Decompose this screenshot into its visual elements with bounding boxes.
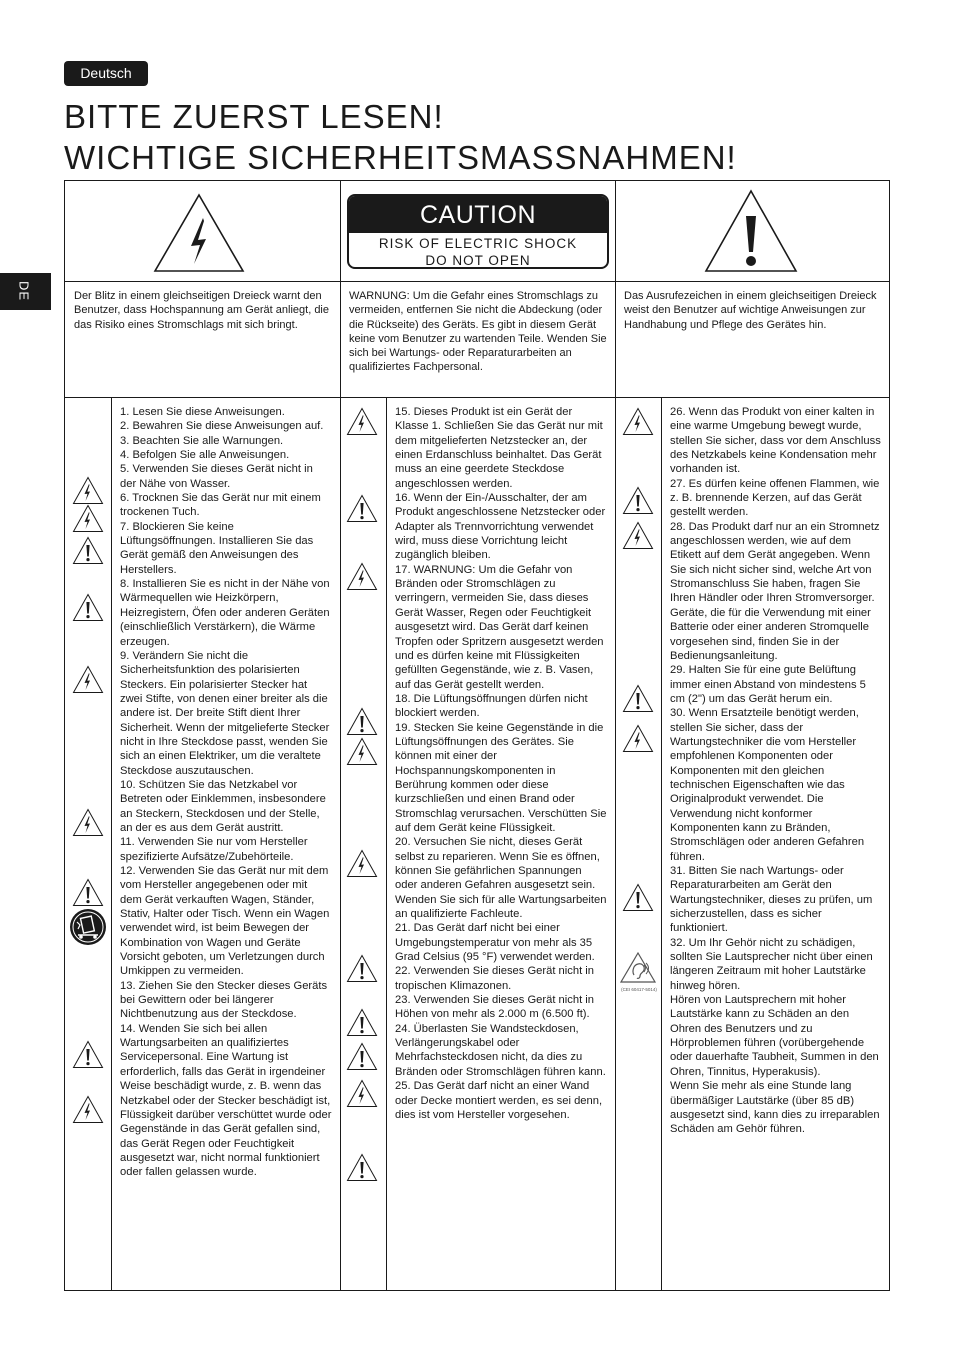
exclamation-warning-icon xyxy=(622,684,654,713)
instruction-item: 21. Das Gerät darf nicht bei einer Umgebungstemperatur von mehr als 35 Grad Celsius (95 °F) verwendet werden. xyxy=(395,922,595,964)
divider xyxy=(386,397,387,1290)
divider xyxy=(615,181,616,397)
divider xyxy=(65,397,889,398)
lightning-warning-icon xyxy=(346,737,378,766)
lightning-warning-icon xyxy=(346,849,378,878)
language-badge: Deutsch xyxy=(64,61,148,86)
instruction-item: 2. Bewahren Sie diese Anweisungen auf. xyxy=(120,420,324,433)
exclamation-caption: Das Ausrufezeichen in einem gleichseitigen Dreieck weist den Benutzer auf wichtige Anweisungen zur Handhabung und Pflege des Gerätes hin. xyxy=(624,290,877,331)
instructions-column-2 xyxy=(395,405,607,1122)
lightning-warning-icon xyxy=(346,562,378,591)
exclamation-warning-icon xyxy=(72,593,104,622)
instructions-column-1 xyxy=(120,405,332,1180)
divider xyxy=(615,397,616,1290)
hearing-damage-icon xyxy=(619,951,657,991)
instruction-item: 15. Dieses Produkt ist ein Gerät der Klasse 1. Schließen Sie das Gerät nur mit dem mitgelieferten Netzstecker an, der einen Erdanschluss beinhaltet. Das Gerät muss an eine geerdete Steckdose angeschlossen werden. xyxy=(395,406,603,490)
instruction-item: 5. Verwenden Sie dieses Gerät nicht in der Nähe von Wasser. xyxy=(120,463,313,490)
exclamation-warning-icon xyxy=(72,878,104,907)
safety-table xyxy=(64,180,890,1291)
instruction-item: 4. Befolgen Sie alle Anweisungen. xyxy=(120,449,290,462)
caution-label xyxy=(347,194,609,269)
lightning-caption: Der Blitz in einem gleichseitigen Dreieck warnt den Benutzer, dass Hochspannung am Gerät anliegt, die das Risiko eines Stromschlags mit sich bringt. xyxy=(74,290,329,331)
exclamation-warning-icon xyxy=(346,707,378,736)
lightning-warning-icon xyxy=(153,193,245,273)
exclamation-warning-icon xyxy=(704,189,798,273)
warning-caption: WARNUNG: Um die Gefahr eines Stromschlags zu vermeiden, entfernen Sie nicht die Abdeckung (oder die Rückseite) des Geräts. Es gibt in diesem Gerät keine vom Benutzer zu wartenden Teile. Wenden Sie sich bei Wartungs- oder Reparaturarbeiten an qualifiziertes Fachpersonal. xyxy=(349,290,607,374)
lightning-warning-icon xyxy=(72,476,104,505)
instruction-item: 25. Das Gerät darf nicht an einer Wand oder Decke montiert werden, es sei denn, dies ist vom Hersteller vorgesehen. xyxy=(395,1080,603,1121)
language-side-tab xyxy=(0,273,51,310)
instruction-item: 17. WARNUNG: Um die Gefahr von Bränden oder Stromschlägen zu verringern, vermeiden Sie, dass dieses Gerät Wasser, Regen oder Feuchtigkeit ausgesetzt wird. Das Gerät darf keinen Tropfen oder Spritzern ausgesetzt werden und es dürfen keine mit Flüssigkeiten gefüllten Gegenstände, wie z. B. Vasen, auf das Gerät gestellt werden. xyxy=(395,563,604,691)
lightning-warning-icon xyxy=(72,665,104,694)
instruction-item: Hören von Lautsprechern mit hoher Lautstärke kann zu Schäden an den Ohren des Benutzers und zu Hörproblemen führen (vorübergehende oder dauerhafte Taubheit, Summen in den Ohren, Tinnitus, Hyperakusis). xyxy=(670,994,879,1078)
caution-title: CAUTION xyxy=(349,196,607,233)
divider xyxy=(111,397,112,1290)
instruction-item: 30. Wenn Ersatzteile benötigt werden, stellen Sie sicher, dass der Wartungstechniker die vom Hersteller empfohlenen Komponenten oder Komponenten mit den gleichen technischen Eigenschaften wie das Originalprodukt verwendet. Die Verwendung nicht konformer Komponenten kann zu Bränden, Stromschlägen oder anderen Gefahren führen. xyxy=(670,707,865,863)
side-tab-label: DE xyxy=(16,280,32,302)
divider xyxy=(340,397,341,1290)
exclamation-warning-icon xyxy=(622,883,654,912)
title-line-2: WICHTIGE SICHERHEITSMASSNAHMEN! xyxy=(64,139,737,176)
exclamation-warning-icon xyxy=(72,1040,104,1069)
instruction-item: 22. Verwenden Sie dieses Gerät nicht in tropischen Klimazonen. xyxy=(395,965,595,992)
divider xyxy=(661,397,662,1290)
instruction-item: 19. Stecken Sie keine Gegenstände in die Lüftungsöffnungen des Gerätes. Sie können mit einer der Hochspannungskomponenten in Berührung kommen oder diese kurzschließen und einen Brand oder Stromschlag verursachen. Verschütten Sie auf dem Gerät keine Flüssigkeit. xyxy=(395,721,607,834)
instruction-item: 7. Blockieren Sie keine Lüftungsöffnungen. Installieren Sie das Gerät gemäß den Anweisungen des Herstellers. xyxy=(120,520,314,576)
instruction-item: 16. Wenn der Ein-/Ausschalter, der am Produkt angeschlossene Netzstecker oder Adapter als Trennvorrichtung verwendet wird, muss diese Vorrichtung leicht zugänglich bleiben. xyxy=(395,492,606,562)
divider xyxy=(65,281,889,282)
cart-tip-over-icon xyxy=(69,908,107,946)
exclamation-warning-icon xyxy=(346,954,378,983)
divider xyxy=(340,181,341,397)
instruction-item: 9. Verändern Sie nicht die Sicherheitsfunktion des polarisierten Steckers. Ein polarisierter Stecker hat zwei Stifte, von denen einer breiter als die andere ist. Der breite Stift dient Ihrer Sicherheit. Wenn der mitgelieferte Stecker nicht in Ihre Steckdose passt, wenden Sie sich an einen Elektriker, um die veraltete Steckdose auszutauschen. xyxy=(120,649,330,777)
title-line-1: BITTE ZUERST LESEN! xyxy=(64,98,444,135)
lightning-warning-icon xyxy=(72,504,104,533)
instruction-item: 13. Ziehen Sie den Stecker dieses Geräts bei Gewittern oder bei längerer Nichtbenutzung aus der Steckdose. xyxy=(120,979,328,1021)
page-title xyxy=(64,96,737,178)
instruction-item: 6. Trocknen Sie das Gerät nur mit einem trockenen Tuch. xyxy=(120,492,321,519)
lightning-warning-icon xyxy=(346,407,378,436)
instruction-item: 31. Bitten Sie nach Wartungs- oder Reparaturarbeiten am Gerät den Wartungstechniker, dieses zu prüfen, um sicherzustellen, dass es sicher funktioniert. xyxy=(670,865,873,935)
lightning-warning-icon xyxy=(622,521,654,550)
instruction-item: 27. Es dürfen keine offenen Flammen, wie z. B. brennende Kerzen, auf das Gerät gestellt werden. xyxy=(670,477,880,519)
instruction-item: 24. Überlasten Sie Wandsteckdosen, Verlängerungskabel oder Mehrfachsteckdosen nicht, da dies zu Bränden oder Stromschlägen führen kann. xyxy=(395,1022,606,1078)
lightning-warning-icon xyxy=(622,407,654,436)
exclamation-warning-icon xyxy=(622,486,654,515)
instruction-item: 11. Verwenden Sie nur vom Hersteller spezifizierte Aufsätze/Zubehörteile. xyxy=(120,836,308,863)
exclamation-warning-icon xyxy=(346,1008,378,1037)
instruction-item: 20. Versuchen Sie nicht, dieses Gerät selbst zu reparieren. Wenn Sie es öffnen, können Sie gefährlichen Spannungen oder anderen Gefahren ausgesetzt sein. Wenden Sie sich für alle Wartungsarbeiten an qualifizierte Fachleute. xyxy=(395,836,607,921)
instruction-item: 26. Wenn das Produkt von einer kalten in eine warme Umgebung bewegt wurde, stellen Sie sicher, dass vor dem Anschluss des Netzkabels keine Kondensation mehr vorhanden ist. xyxy=(670,406,881,476)
caution-line-1: RISK OF ELECTRIC SHOCK xyxy=(378,236,578,251)
instruction-item: 3. Beachten Sie alle Warnungen. xyxy=(120,434,284,447)
lightning-warning-icon xyxy=(72,808,104,837)
instructions-column-3 xyxy=(670,405,882,1137)
exclamation-warning-icon xyxy=(72,536,104,565)
instruction-item: 1. Lesen Sie diese Anweisungen. xyxy=(120,406,285,418)
caution-line-2: DO NOT OPEN xyxy=(425,253,531,268)
lightning-warning-icon xyxy=(622,724,654,753)
lightning-warning-icon xyxy=(346,1079,378,1108)
exclamation-warning-icon xyxy=(346,494,378,523)
instruction-item: 12. Verwenden Sie das Gerät nur mit dem vom Hersteller angegebenen oder mit dem Gerät verkauften Wagen, Ständer, Stativ, Halter oder Tisch. Wenn ein Wagen verwendet wird, ist beim Bewegen der Kombination von Wagen und Geräte Vorsicht geboten, um Verletzungen durch Umkippen zu vermeiden. xyxy=(120,865,330,978)
caution-subtitle xyxy=(349,233,607,269)
instruction-item: 28. Das Produkt darf nur an ein Stromnetz angeschlossen werden, wie auf dem Etikett auf dem Gerät angegeben. Wenn Sie sich nicht sicher sind, welche Art von Stromanschluss Sie haben, fragen Sie Ihren Händler oder Ihren Stromversorger. Geräte, die für die Verwendung mit einer Batterie oder einer anderen Stromquelle vorgesehen sind, finden Sie in der Bedienungsanleitung. xyxy=(670,520,880,662)
instruction-item: 8. Installieren Sie es nicht in der Nähe von Wärmequellen wie Heizkörpern, Heizregistern, Öfen oder anderen Geräten (einschließlich Verstärkern), die Wärme erzeugen. xyxy=(120,578,330,648)
instruction-item: 18. Die Lüftungsöffnungen dürfen nicht blockiert werden. xyxy=(395,692,588,720)
instruction-item: 14. Wenden Sie sich bei allen Wartungsarbeiten an qualifiziertes Servicepersonal. Eine Wartung ist erforderlich, falls das Gerät in irgendeiner Weise beschädigt wurde, z. B. wenn das Netzkabel oder der Stecker beschädigt ist, Flüssigkeit darüber verschüttet wurde oder Gegenstände in das Gerät gefallen sind, das Gerät Regen oder Feuchtigkeit ausgesetzt war, nicht normal funktioniert oder fallen gelassen wurde. xyxy=(120,1022,332,1179)
lightning-warning-icon xyxy=(72,1095,104,1124)
instruction-item: 23. Verwenden Sie dieses Gerät nicht in Höhen von mehr als 2.000 m (6.500 ft). xyxy=(395,994,595,1021)
exclamation-warning-icon xyxy=(346,1153,378,1182)
exclamation-warning-icon xyxy=(346,1042,378,1071)
instruction-item: Wenn Sie mehr als eine Stunde lang übermäßiger Lautstärke (über 85 dB) ausgesetzt sind, kann dies zu irreparablen Schäden am Gehör führen. xyxy=(670,1080,880,1136)
instruction-item: 32. Um Ihr Gehör nicht zu schädigen, sollten Sie Lautsprecher nicht über einen längeren Zeitraum mit hoher Lautstärke hinweg hören. xyxy=(670,936,873,992)
instruction-item: 29. Halten Sie für eine gute Belüftung immer einen Abstand von mindestens 5 cm (2") um das Gerät herum ein. xyxy=(670,664,866,705)
hearing-icon-label: (CEI 60417-5014) xyxy=(621,987,657,992)
instruction-item: 10. Schützen Sie das Netzkabel vor Betreten oder Einklemmen, insbesondere an Steckern, Steckdosen und der Stelle, an der es aus dem Gerät austritt. xyxy=(120,778,326,834)
